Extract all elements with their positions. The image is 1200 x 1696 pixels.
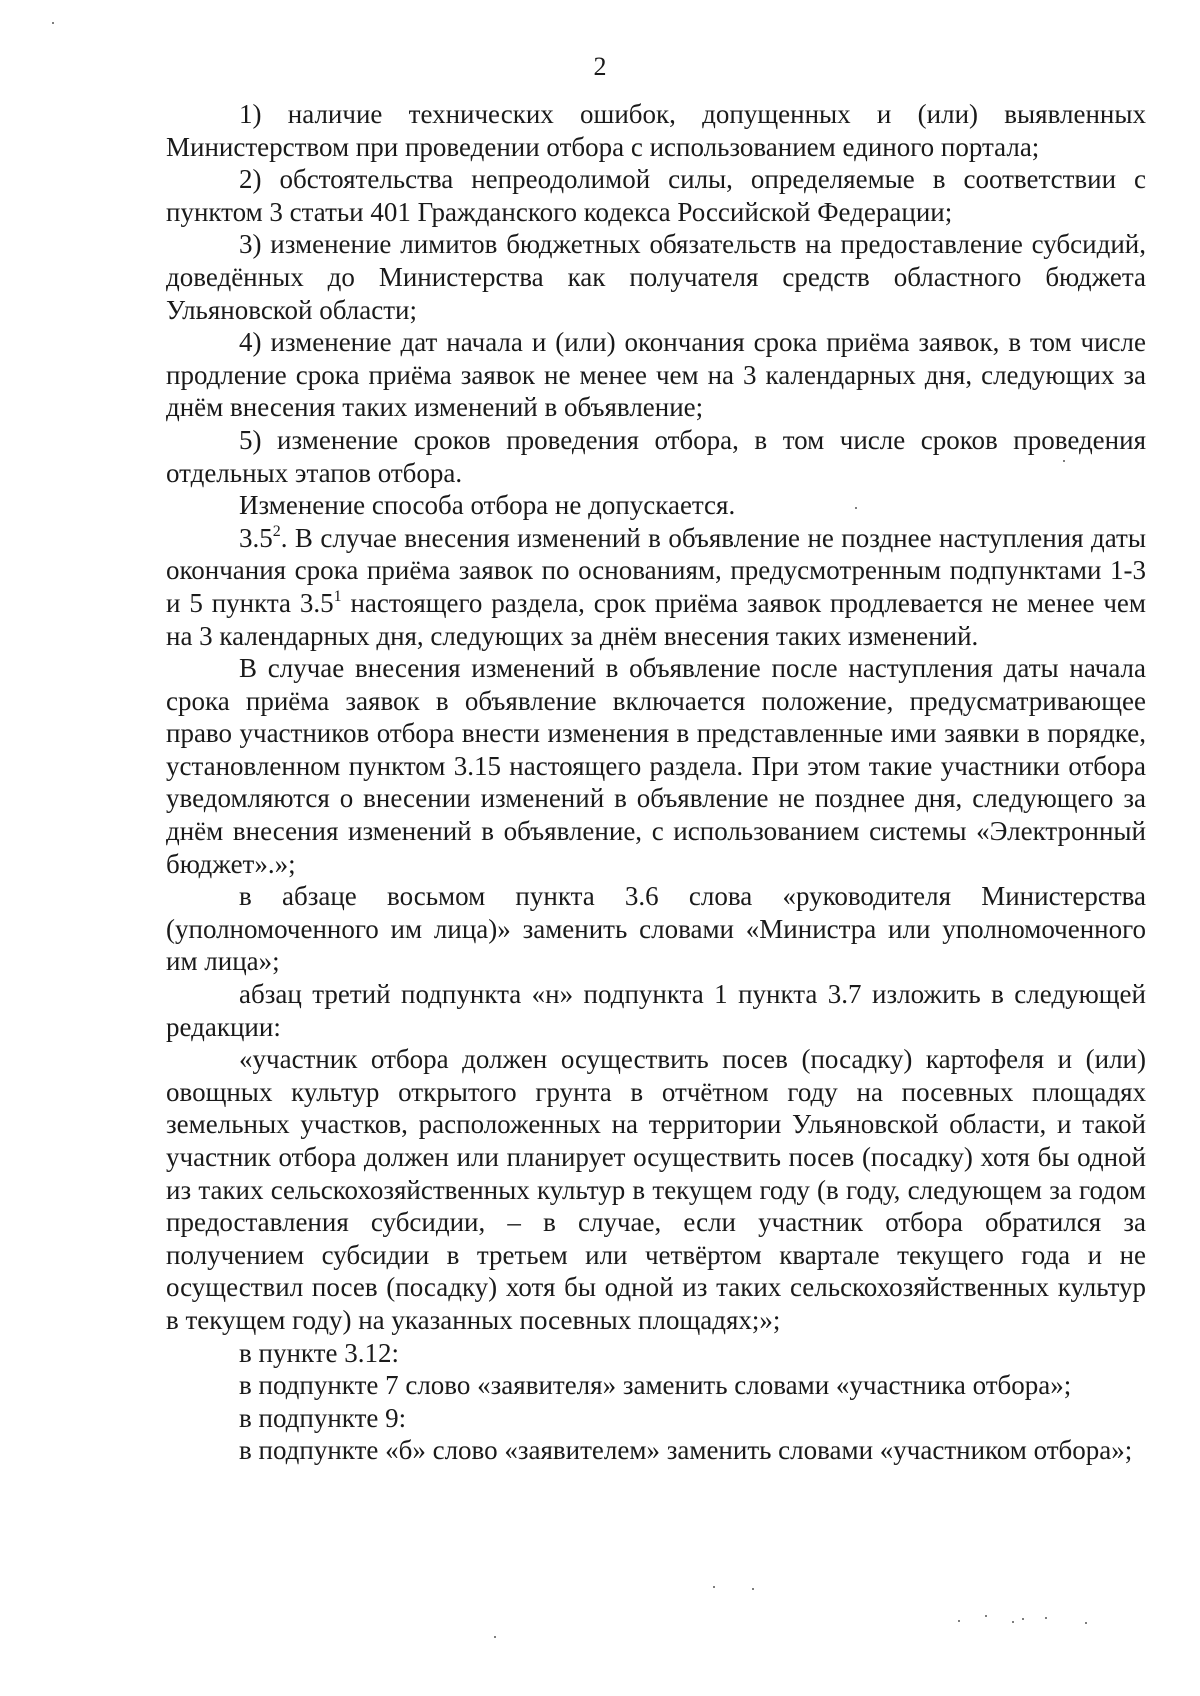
paragraph-quoted-text: «участник отбора должен осуществить посев (посадку) картофеля и (или) овощных культур открытого грунта в отчётном году на посевных площадях земельных участков, расположенных на территории Ульяновской области, и такой участник отбора должен или планирует осуществить посев (посадку) хотя бы одной из таких сельскохозяйственных культур в текущем году (в году, следующем за годом предоставления субсидии, – в случае, если участник отбора обратился за получением субсидии в третьем или четвёртом квартале текущего года и не осуществил посев (посадку) хотя бы одной из таких сельскохозяйственных культур в текущем году) на указанных посевных площадях;»; [166,1044,1146,1335]
paragraph-item-1: 1) наличие технических ошибок, допущенных и (или) выявленных Министерством при проведении отбора с использованием единого портала; [166,99,1146,162]
scan-speck [752,1588,754,1590]
scan-speck [985,1615,987,1617]
scan-speck [713,1586,715,1588]
clause-superscript: 2 [272,522,281,540]
paragraph-item-3: 3) изменение лимитов бюджетных обязательств на предоставление субсидий, доведённых до Министерства как получателя средств областного бюджета Ульяновской области; [166,229,1146,325]
paragraph-amend-3-6: в абзаце восьмом пункта 3.6 слова «руководителя Министерства (уполномоченного им лица)» заменить словами «Министра или уполномоченного им лица»; [166,881,1146,977]
paragraph-subpoint-7: в подпункте 7 слово «заявителя» заменить словами «участника отбора»; [239,1370,1072,1401]
clause-text-b: настоящего раздела, срок приёма заявок продлевается не менее чем на 3 календарных дня, следующих за днём внесения таких изменений. [166,587,1146,651]
scan-speck [1045,1617,1047,1619]
scan-speck [52,22,54,24]
paragraph-point-3-12: в пункте 3.12: [239,1337,399,1368]
paragraph-changes-after-start: В случае внесения изменений в объявление после наступления даты начала срока приёма заявок в объявление включается положение, предусматривающее право участников отбора внести изменения в представленные ими заявки в порядке, установленном пунктом 3.15 настоящего раздела. При этом такие участники отбора уведомляются о внесении изменений в объявление не позднее дня, следующего за днём внесения изменений в объявление, с использованием системы «Электронный бюджет».»; [166,653,1146,879]
paragraph-subpoint-9: в подпункте 9: [239,1402,407,1433]
paragraph-3-5-2 [166,522,1146,652]
scan-speck [1012,1621,1014,1623]
paragraph-item-4: 4) изменение дат начала и (или) окончания срока приёма заявок, в том числе продление срока приёма заявок не менее чем на 3 календарных дня, следующих за днём внесения таких изменений в объявление; [166,327,1146,423]
paragraph-amend-3-7: абзац третий подпункта «н» подпункта 1 пункта 3.7 изложить в следующей редакции: [166,979,1146,1042]
paragraph-item-2: 2) обстоятельства непреодолимой силы, определяемые в соответствии с пунктом 3 статьи 401 Гражданского кодекса Российской Федерации; [166,164,1146,227]
clause-superscript-ref: 1 [333,587,342,605]
paragraph-subpoint-b: в подпункте «б» слово «заявителем» заменить словами «участником отбора»; [239,1435,1133,1466]
clause-number: 3.5 [239,522,273,553]
scan-speck [855,507,857,509]
page-number: 2 [593,52,607,81]
paragraph-method-change: Изменение способа отбора не допускается. [239,490,736,521]
scan-speck [1063,460,1065,462]
scan-speck [958,1620,960,1622]
scan-speck [1085,1622,1087,1624]
document-body [166,98,1146,1467]
paragraph-item-5: 5) изменение сроков проведения отбора, в том числе сроков проведения отдельных этапов отбора. [166,424,1146,488]
scan-speck [1022,1618,1024,1620]
scan-speck [494,1636,496,1638]
clause-text-a: . В случае внесения изменений в объявление не позднее наступления даты окончания срока приёма заявок по основаниям, предусмотренным подпунктами 1-3 и 5 пункта 3.5 [166,522,1146,618]
